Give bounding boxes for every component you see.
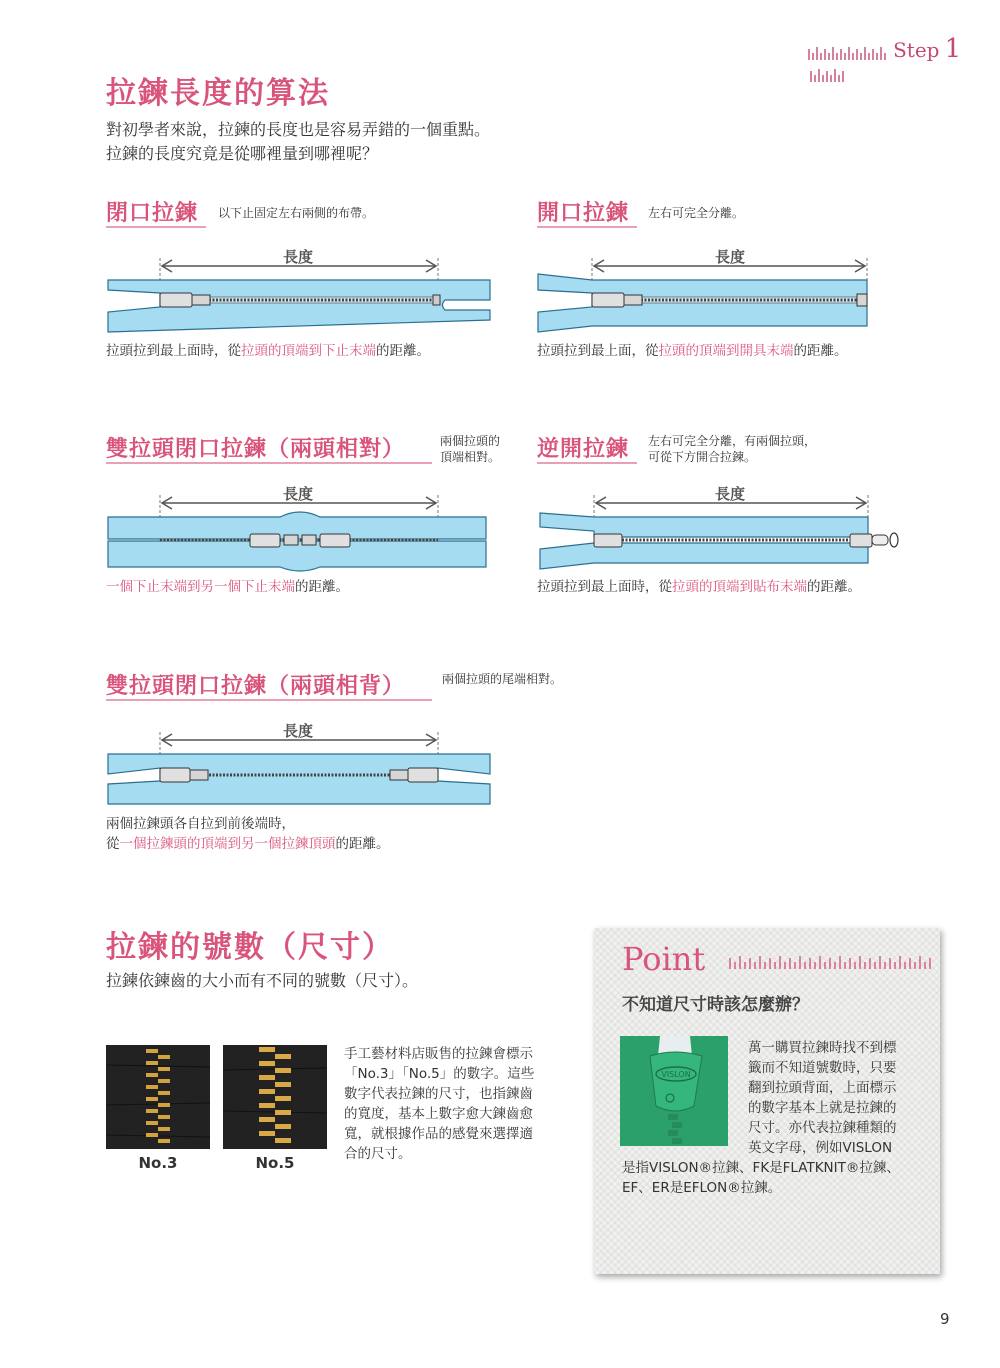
body-line: 寬，就根據作品的感覺來選擇適 (344, 1126, 533, 1142)
point-heading: Point (622, 940, 706, 978)
step-number: 1 (944, 34, 962, 64)
double-facing-zipper-diagram (100, 487, 500, 577)
caption-text: 從 (106, 836, 120, 852)
double-facing-zipper-note-1: 兩個拉頭的 (440, 434, 501, 448)
caption-highlight: 一個下止末端到另一個下止末端 (106, 579, 295, 595)
point-text-full (622, 1158, 932, 1198)
double-back-zipper-title: 雙拉頭閉口拉鍊（兩頭相背） (106, 674, 406, 699)
step-header (808, 34, 1000, 64)
body-line: 手工藝材料店販售的拉鍊會標示 (344, 1046, 533, 1062)
caption-text: 拉頭拉到最上面時，從 (537, 579, 672, 595)
caption-text: 的距離。 (295, 579, 349, 595)
zipper-no3-label: No.3 (138, 1154, 178, 1172)
closed-zipper-underline (106, 226, 206, 228)
size-section-intro: 拉鍊依鍊齒的大小而有不同的號數（尺寸）。 (106, 971, 419, 990)
point-line: 的數字基本上就是拉鍊的 (748, 1100, 897, 1116)
body-line: 數字代表拉鍊的尺寸，也指鍊齒 (344, 1086, 533, 1102)
double-back-zipper-underline (106, 699, 432, 701)
body-line: 的寬度，基本上數字愈大鍊齒愈 (344, 1106, 533, 1122)
body-line: 「No.3」「No.5」的數字。這些 (344, 1066, 535, 1082)
zipper-teeth-large-icon (223, 1045, 327, 1149)
double-facing-zipper-underline (106, 462, 432, 464)
double-back-length-label: 長度 (282, 722, 313, 740)
closed-zipper-caption (106, 341, 430, 361)
point-line: 尺寸。亦代表拉鍊種類的 (748, 1120, 897, 1136)
double-back-zipper-caption (106, 834, 390, 854)
point-line: 籤而不知道號數時，只要 (748, 1060, 897, 1076)
open-zipper-caption (537, 341, 848, 361)
point-box (594, 928, 940, 1274)
open-zipper-length-label: 長度 (714, 248, 745, 266)
caption-highlight: 拉頭的頂端到下止末端 (241, 343, 376, 359)
reverse-open-zipper-title: 逆開拉鍊 (537, 437, 630, 462)
double-facing-zipper-note-2: 頂端相對。 (440, 450, 501, 464)
reverse-open-zipper-note-2: 可從下方開合拉鍊。 (648, 450, 757, 464)
size-section-title: 拉鍊的號數（尺寸） (106, 930, 394, 965)
caption-text: 的距離。 (376, 343, 430, 359)
open-zipper-note: 左右可完全分離。 (648, 206, 745, 220)
reverse-open-zipper-underline (537, 462, 637, 464)
caption-text: 的距離。 (335, 836, 390, 852)
closed-zipper-note: 以下止固定左右兩側的布帶。 (218, 206, 375, 220)
closed-zipper-length-label: 長度 (282, 248, 313, 266)
zipper-no5-photo (223, 1045, 327, 1149)
double-facing-zipper-title: 雙拉頭閉口拉鍊（兩頭相對） (106, 437, 406, 462)
size-body-text (344, 1044, 564, 1164)
vislon-slider-photo (620, 1036, 728, 1146)
caption-highlight: 拉頭的頂端到開具末端 (658, 343, 794, 359)
reverse-open-zipper-caption (537, 577, 861, 597)
point-line: 英文字母，例如VISLON (748, 1140, 893, 1156)
caption-text: 的距離。 (793, 343, 848, 359)
double-back-zipper-diagram (100, 724, 500, 814)
open-zipper-underline (537, 226, 637, 228)
point-text-short (748, 1038, 928, 1158)
caption-highlight: 一個拉鍊頭的頂端到另一個拉鍊頂頭 (119, 836, 336, 852)
zipper-slider-back-icon (620, 1036, 728, 1146)
reverse-open-length-label: 長度 (714, 485, 745, 503)
reverse-open-zipper-note-1: 左右可完全分離，有兩個拉頭， (648, 434, 817, 448)
page-number: 9 (940, 1310, 950, 1328)
ruler-ticks-point-icon (728, 954, 938, 970)
point-line: 萬一購買拉鍊時找不到標 (748, 1040, 897, 1056)
intro-line-2: 拉鍊的長度究竟是從哪裡量到哪裡呢？ (106, 144, 379, 163)
intro-line-1: 對初學者來說，拉鍊的長度也是容易弄錯的一個重點。 (106, 120, 491, 139)
ruler-ticks-left-icon (808, 45, 888, 61)
reverse-open-zipper-diagram (532, 487, 932, 577)
caption-highlight: 拉頭的頂端到貼布末端 (672, 579, 807, 595)
zipper-teeth-small-icon (106, 1045, 210, 1149)
body-line: 合的尺寸。 (344, 1146, 412, 1162)
step-label: Step (893, 38, 940, 62)
caption-text: 拉頭拉到最上面時，從 (106, 343, 241, 359)
point-line: 是指VISLON®拉鍊、FK是FLATKNIT®拉鍊、 (622, 1160, 900, 1176)
double-back-caption-line-1: 兩個拉鍊頭各自拉到前後端時， (106, 816, 295, 832)
point-question: 不知道尺寸時該怎麼辦？ (622, 995, 809, 1015)
point-line: 翻到拉頭背面，上面標示 (748, 1080, 897, 1096)
page-title: 拉鍊長度的算法 (106, 76, 330, 111)
vislon-logo-text: VISLON (661, 1070, 691, 1079)
closed-zipper-title: 閉口拉鍊 (106, 201, 199, 226)
zipper-no3-photo (106, 1045, 210, 1149)
open-zipper-title: 開口拉鍊 (537, 201, 630, 226)
point-line: EF、ER是EFLON®拉鍊。 (622, 1180, 782, 1196)
open-zipper-diagram (532, 250, 932, 340)
caption-text: 拉頭拉到最上面，從 (537, 343, 659, 359)
double-back-zipper-note: 兩個拉頭的尾端相對。 (442, 672, 563, 686)
double-facing-length-label: 長度 (282, 485, 313, 503)
zipper-no5-label: No.5 (255, 1154, 295, 1172)
closed-zipper-diagram (100, 250, 500, 340)
double-facing-zipper-caption (106, 577, 349, 597)
ruler-ticks-right-icon (808, 67, 848, 83)
caption-text: 的距離。 (807, 579, 861, 595)
